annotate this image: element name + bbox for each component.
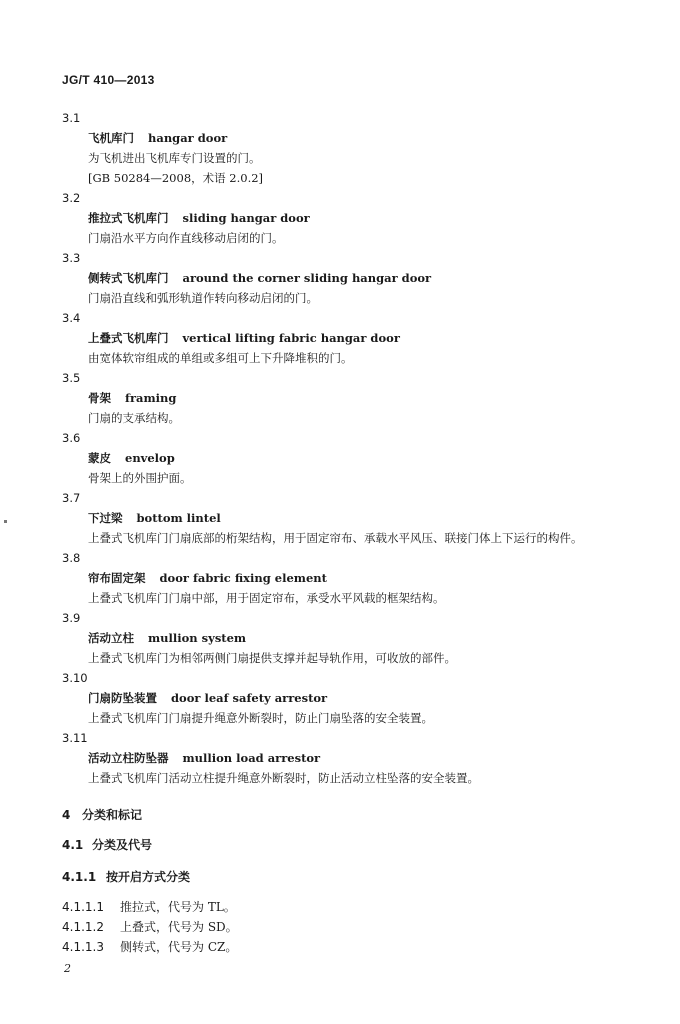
term-definition: 门扇沿直线和弧形轨道作转向移动启闭的门。 [88,291,318,305]
subsubsection-title: 按开启方式分类 [106,870,191,884]
item-text: 侧转式，代号为 CZ。 [120,940,238,954]
term-definition: 上叠式飞机库门门扇底部的桁架结构，用于固定帘布、承载水平风压、联接门体上下运行的构件。 [88,531,583,545]
term-title [62,448,662,468]
term-entry [62,248,662,308]
term-title-zh: 推拉式飞机库门 [88,211,169,225]
term-number: 3.7 [62,491,81,505]
term-title [62,748,662,768]
term-entry [62,108,662,188]
scan-speck [4,520,7,523]
term-entry [62,308,662,368]
subsubsection-heading [62,867,662,897]
term-title-zh: 上叠式飞机库门 [88,331,169,345]
term-title-en: envelop [125,451,175,465]
term-number: 3.6 [62,431,81,445]
term-title-zh: 侧转式飞机库门 [88,271,169,285]
term-definition: 上叠式飞机库门门扇中部，用于固定帘布，承受水平风载的框架结构。 [88,591,445,605]
term-number: 3.1 [62,111,81,125]
subsection-number: 4.1 [62,838,84,852]
term-title-en: hangar door [148,131,228,145]
term-title-zh: 蒙皮 [88,451,111,465]
page-number: 2 [64,962,71,975]
terms-list [62,108,662,788]
classification-item [62,937,662,957]
classification-section [62,805,662,957]
term-definition: 上叠式飞机库门门扇提升绳意外断裂时，防止门扇坠落的安全装置。 [88,711,433,725]
term-number: 3.4 [62,311,81,325]
term-title [62,388,662,408]
term-title [62,328,662,348]
term-entry [62,488,662,548]
term-entry [62,668,662,728]
classification-item [62,917,662,937]
term-number: 3.10 [62,671,88,685]
term-title [62,688,662,708]
item-number: 4.1.1.3 [62,940,104,954]
term-definition: 骨架上的外围护面。 [88,471,192,485]
section-number: 4 [62,808,71,822]
term-definition: 由宽体软帘组成的单组或多组可上下升降堆积的门。 [88,351,353,365]
term-title-zh: 活动立柱 [88,631,134,645]
term-title-en: mullion system [148,631,247,645]
section-title: 分类和标记 [82,808,143,822]
term-title [62,208,662,228]
term-title-en: vertical lifting fabric hangar door [182,331,400,345]
term-title-en: around the corner sliding hangar door [182,271,432,285]
term-definition: 门扇的支承结构。 [88,411,180,425]
term-title-zh: 帘布固定架 [88,571,146,585]
item-text: 上叠式，代号为 SD。 [120,920,238,934]
term-number: 3.2 [62,191,81,205]
term-title [62,128,662,148]
term-title-zh: 飞机库门 [88,131,134,145]
term-entry [62,548,662,608]
term-title-zh: 活动立柱防坠器 [88,751,169,765]
term-definition: 上叠式飞机库门活动立柱提升绳意外断裂时，防止活动立柱坠落的安全装置。 [88,771,479,785]
term-title-en: door leaf safety arrestor [171,691,328,705]
term-title [62,628,662,648]
term-entry [62,368,662,428]
term-entry [62,428,662,488]
term-title-en: framing [125,391,177,405]
classification-item [62,897,662,917]
term-entry [62,188,662,248]
term-title-zh: 骨架 [88,391,111,405]
term-title-zh: 门扇防坠装置 [88,691,157,705]
term-title-en: mullion load arrestor [182,751,321,765]
term-definition: 门扇沿水平方向作直线移动启闭的门。 [88,231,284,245]
term-definition: 为飞机进出飞机库专门设置的门。 [88,151,261,165]
term-title-en: bottom lintel [136,511,221,525]
term-title-en: door fabric fixing element [159,571,327,585]
item-number: 4.1.1.1 [62,900,104,914]
item-number: 4.1.1.2 [62,920,104,934]
standard-code-header: JG/T 410—2013 [62,73,155,87]
term-number: 3.9 [62,611,81,625]
term-title-en: sliding hangar door [182,211,310,225]
term-title [62,568,662,588]
term-title-zh: 下过梁 [88,511,123,525]
subsection-heading [62,835,662,867]
term-number: 3.11 [62,731,88,745]
section-heading [62,805,662,835]
term-entry [62,608,662,668]
term-entry [62,728,662,788]
term-number: 3.3 [62,251,81,265]
term-number: 3.5 [62,371,81,385]
term-definition: 上叠式飞机库门为相邻两侧门扇提供支撑并起导轨作用，可收放的部件。 [88,651,456,665]
subsubsection-number: 4.1.1 [62,870,97,884]
term-number: 3.8 [62,551,81,565]
term-reference: [GB 50284—2008，术语 2.0.2] [88,171,264,185]
subsection-title: 分类及代号 [92,838,153,852]
term-title [62,268,662,288]
term-title [62,508,662,528]
item-text: 推拉式，代号为 TL。 [120,900,236,914]
